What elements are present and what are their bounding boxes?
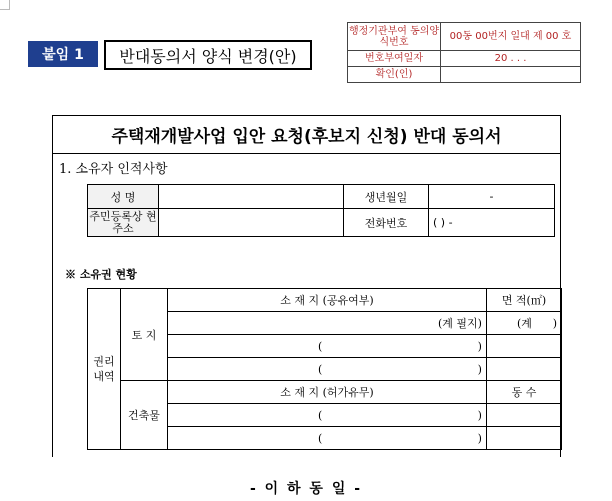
admin-form-number-label: 행정기관부여 동의양식번호 (348, 23, 441, 51)
section-owner-title: 1. 소유자 인적사항 (59, 162, 168, 177)
building-row-1-open: ( (168, 404, 472, 427)
attachment-badge: 붙임 1 (28, 41, 98, 67)
admin-date-label: 번호부여일자 (348, 51, 441, 67)
phone-label: 전화번호 (344, 209, 429, 237)
land-area-header: 면 적(㎡) (486, 289, 561, 312)
section-ownership-title: ※ 소유권 현황 (65, 268, 137, 281)
form-title: 주택재개발사업 입안 요청(후보지 신청) 반대 동의서 (53, 116, 560, 154)
admin-confirm-value (441, 67, 581, 83)
land-location-header: 소 재 지 (공유여부) (168, 289, 487, 312)
building-label: 건축물 (121, 381, 168, 450)
rights-group-label: 권리 내역 (88, 289, 121, 450)
land-row-2-area (486, 358, 561, 381)
land-label: 토 지 (121, 289, 168, 381)
land-total-area-close: ) (547, 312, 562, 335)
ownership-table (87, 288, 562, 450)
land-total-area-open: (계 (486, 312, 547, 335)
admin-confirm-label: 확인(인) (348, 67, 441, 83)
footer-note: - 이 하 동 일 - (249, 481, 363, 497)
building-row-2-close: ) (472, 427, 487, 450)
land-row-2-close: ) (472, 358, 487, 381)
building-row-2-count (486, 427, 561, 450)
admin-info-table (347, 22, 581, 83)
name-label: 성 명 (88, 185, 159, 209)
land-row-1-area (486, 335, 561, 358)
owner-info-table (87, 184, 555, 237)
consent-form (52, 115, 561, 457)
building-row-1-count (486, 404, 561, 427)
building-row-1-close: ) (472, 404, 487, 427)
building-location-header: 소 재 지 (허가유무) (168, 381, 487, 404)
land-row-1-close: ) (472, 335, 487, 358)
building-count-header: 동 수 (486, 381, 561, 404)
name-field (159, 185, 344, 209)
land-row-2-open: ( (168, 358, 472, 381)
admin-date-value: 20 . . . (441, 51, 581, 67)
address-field (159, 209, 344, 237)
page-corner-mark (0, 0, 10, 10)
birth-label: 생년월일 (344, 185, 429, 209)
admin-form-number-value: 00동 00번지 일대 제 00 호 (441, 23, 581, 51)
attachment-title: 반대동의서 양식 변경(안) (104, 40, 312, 70)
phone-field: ( ) - (429, 209, 555, 237)
land-row-1-open: ( (168, 335, 472, 358)
land-total-location: (계 필지) (168, 312, 487, 335)
address-label: 주민등록상 현주소 (89, 209, 157, 235)
birth-field: - (429, 185, 555, 209)
building-row-2-open: ( (168, 427, 472, 450)
